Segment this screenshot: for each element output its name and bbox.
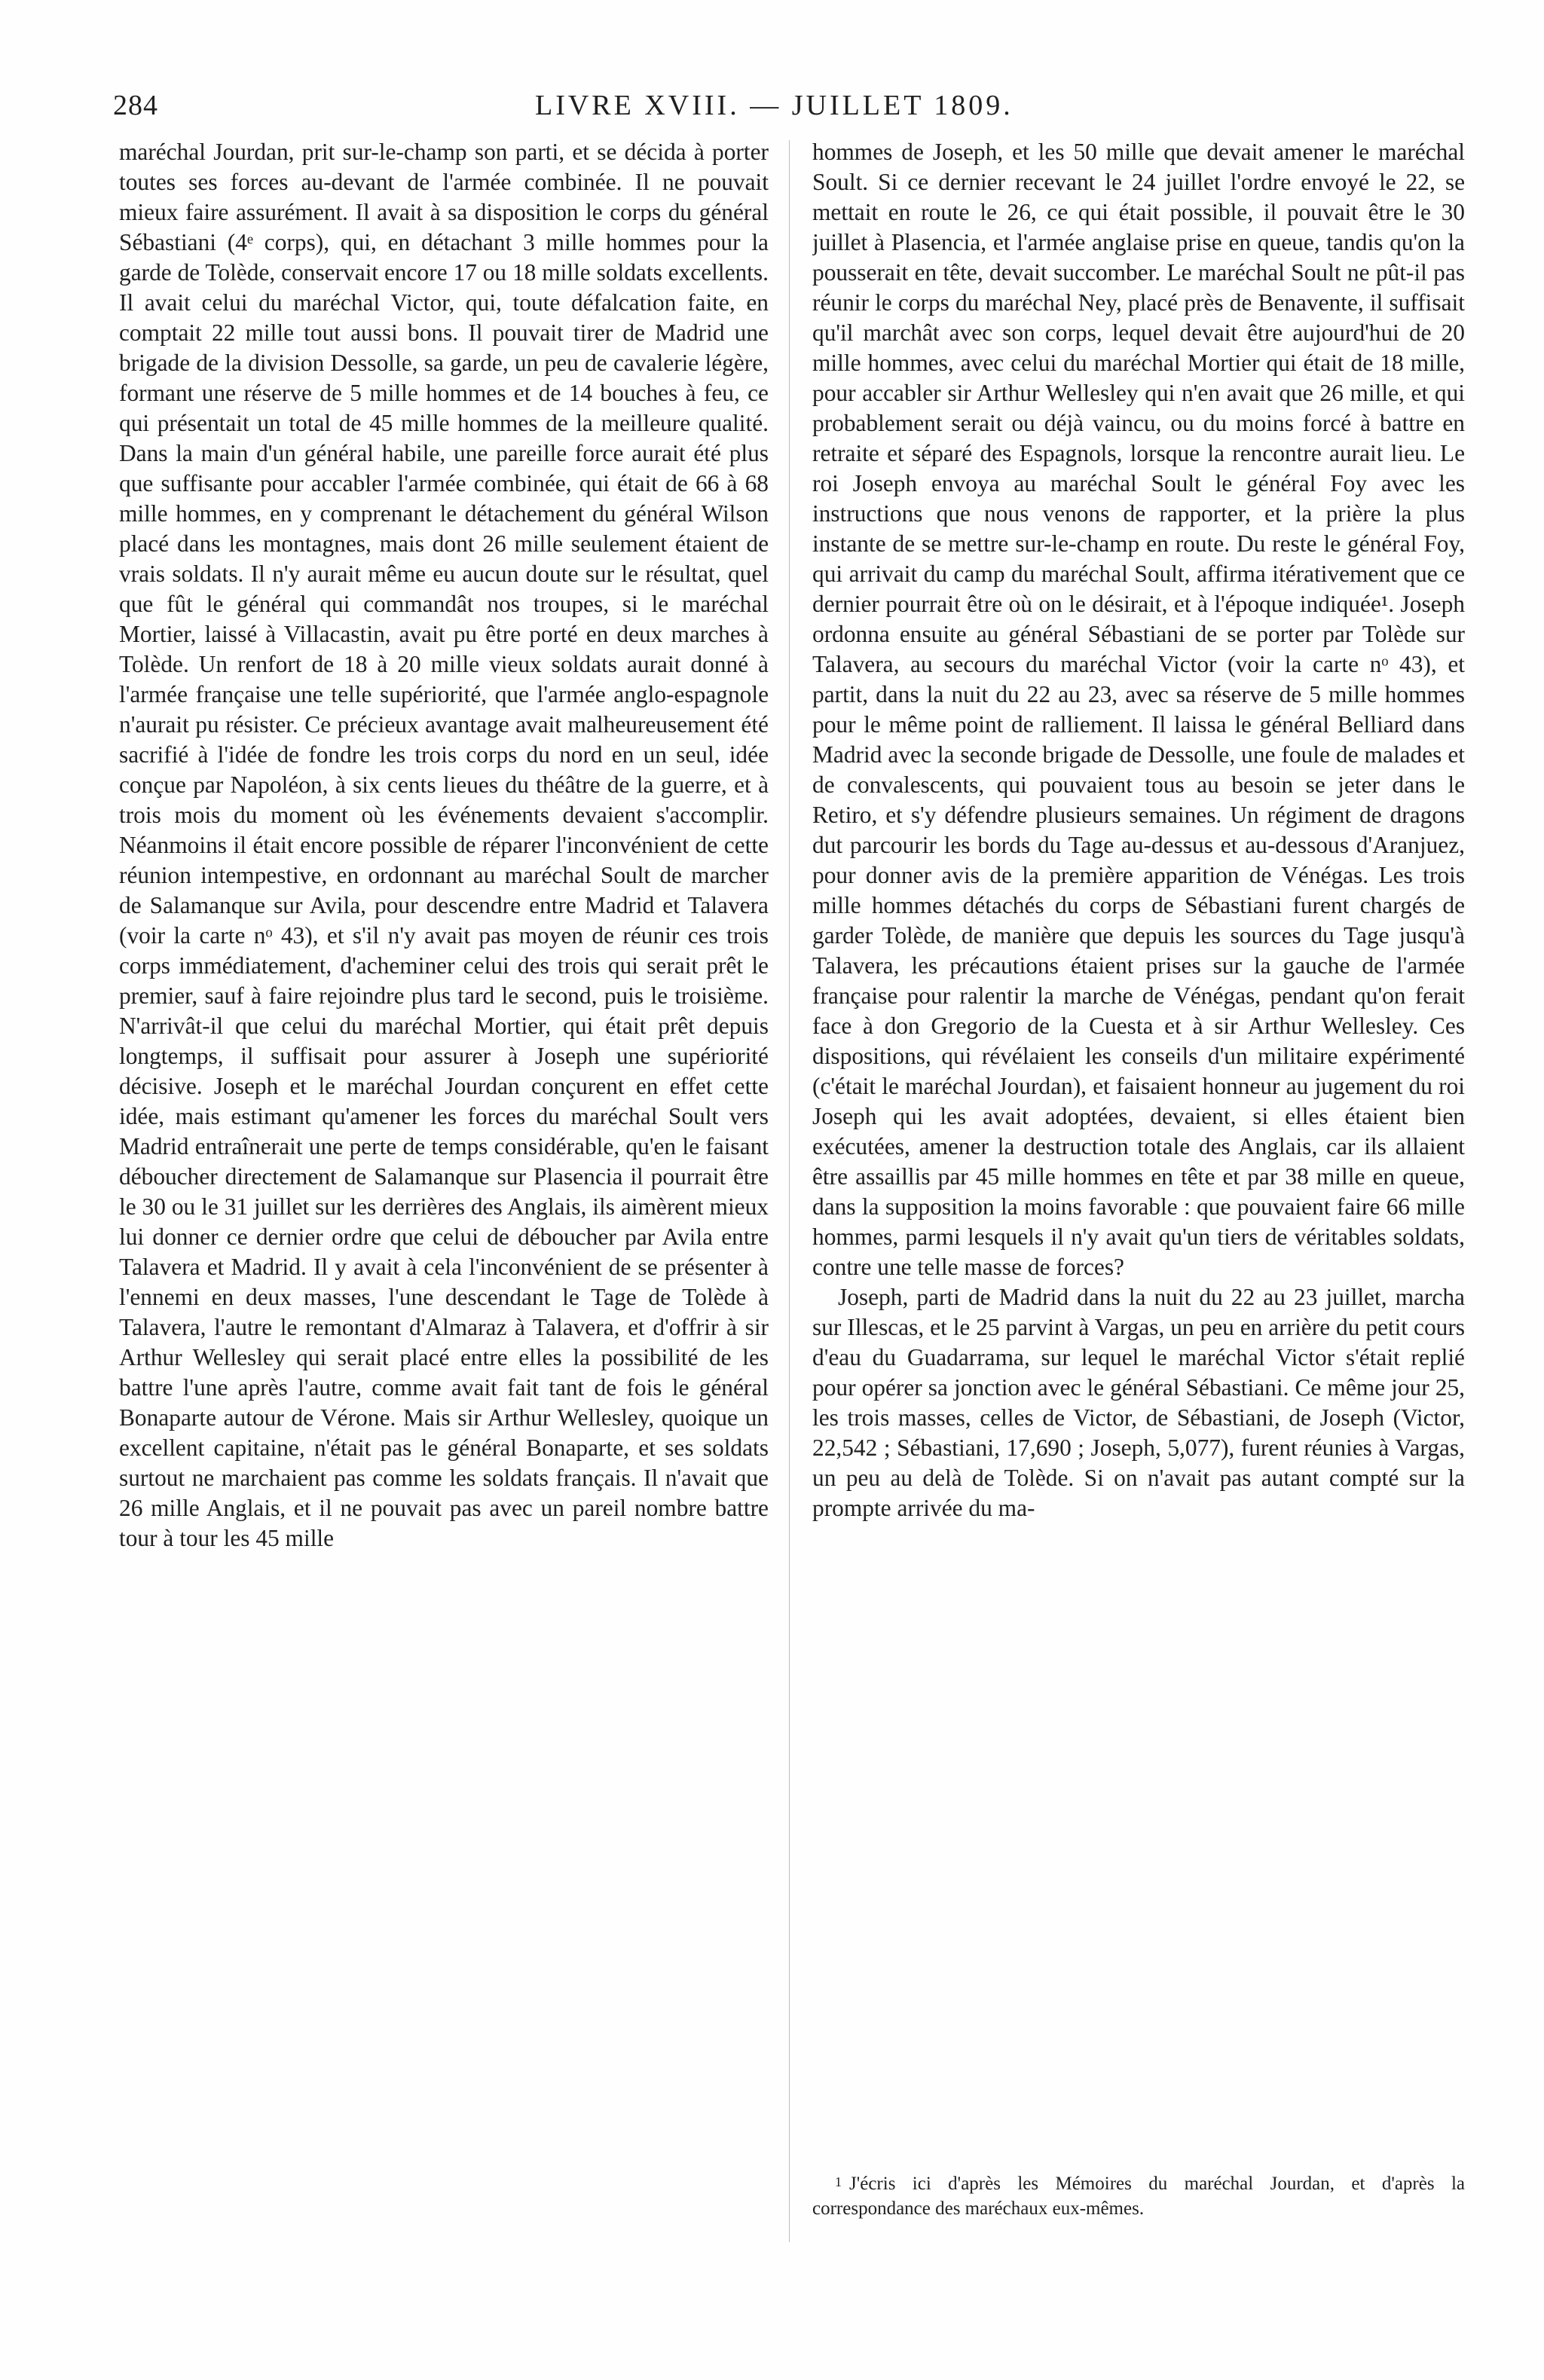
column-divider <box>789 140 790 2242</box>
right-paragraph-1: hommes de Joseph, et les 50 mille que devait amener le maréchal Soult. Si ce dernier recevant le 24 juillet l'ordre envoyé le 22, se mettait en route le 26, ce qui était possible, il pouvait être le 30 juillet à Plasencia, et l'armée anglaise prise en queue, tandis qu'on la pousserait en tête, devait succomber. Le maréchal Soult ne pût-il pas réunir le corps du maréchal Ney, placé près de Benavente, il suffisait qu'il marchât avec son corps, lequel devait être aujourd'hui de 20 mille hommes, avec celui du maréchal Mortier qui était de 18 mille, pour accabler sir Arthur Wellesley qui n'en avait que 26 mille, et qui probablement serait ou déjà vaincu, ou du moins forcé à battre en retraite et séparé des Espagnols, lorsque la rencontre aurait lieu. Le roi Joseph envoya au maréchal Soult le général Foy avec les instructions que nous venons de rapporter, et la prière la plus instante de se mettre sur-le-champ en route. Du reste le général Foy, qui arrivait du camp du maréchal Soult, affirma itérativement que ce dernier pourrait être où on le désirait, et à l'époque indiquée¹. Joseph ordonna ensuite au général Sébastiani de se porter par Tolède sur Talavera, au secours du maréchal Victor (voir la carte nᵒ 43), et partit, dans la nuit du 22 au 23, avec sa réserve de 5 mille hommes pour le même point de ralliement. Il laissa le général Belliard dans Madrid avec la seconde brigade de Dessolle, une foule de malades et de convalescents, qui pouvaient tous au besoin se jeter dans le Retiro, et s'y défendre plusieurs semaines. Un régiment de dragons dut parcourir les bords du Tage au-dessus et au-dessous d'Aranjuez, pour donner avis de la première apparition de Vénégas. Les trois mille hommes détachés du corps de Sébastiani furent chargés de garder Tolède, de manière que depuis les sources du Tage jusqu'à Talavera, les précautions étaient prises sur la gauche de l'armée française pour ralentir la marche de Vénégas, pendant qu'on ferait face à don Gregorio de la Cuesta et à sir Arthur Wellesley. Ces dispositions, qui révélaient les conseils d'un militaire expérimenté (c'était le maréchal Jourdan), et faisaient honneur au jugement du roi Joseph qui les avait adoptées, devaient, si elles étaient bien exécutées, amener la destruction totale des Anglais, car ils allaient être assaillis par 45 mille hommes en tête et par 38 mille en queue, dans la supposition la moins favorable : que pouvaient faire 66 mille hommes, parmi lesquels il n'y avait qu'un tiers de véritables soldats, contre une telle masse de forces? <box>812 139 1465 1280</box>
left-column <box>119 137 769 2254</box>
footnote-number: 1 <box>835 2174 842 2189</box>
running-head <box>113 89 1439 134</box>
right-paragraph-2: Joseph, parti de Madrid dans la nuit du 22 au 23 juillet, marcha sur Illescas, et le 25 parvint à Vargas, un peu en arrière du petit cours d'eau du Guadarrama, sur lequel le maréchal Victor s'était replié pour opérer sa jonction avec le général Sébastiani. Ce même jour 25, les trois masses, celles de Victor, de Sébastiani, de Joseph (Victor, 22,542 ; Sébastiani, 17,690 ; Joseph, 5,077), furent réunies à Vargas, un peu au delà de Tolède. Si on n'avait pas autant compté sur la prompte arrivée du ma- <box>812 1284 1465 1521</box>
right-column <box>812 137 1465 2254</box>
footnote <box>812 2170 1465 2221</box>
footnote-text: J'écris ici d'après les Mémoires du maréchal Jourdan, et d'après la correspondance des maréchaux eux-mêmes. <box>812 2174 1465 2219</box>
left-paragraph-1: maréchal Jourdan, prit sur-le-champ son parti, et se décida à porter toutes ses forces au-devant de l'armée combinée. Il ne pouvait mieux faire assurément. Il avait à sa disposition le corps du général Sébastiani (4ᵉ corps), qui, en détachant 3 mille hommes pour la garde de Tolède, conservait encore 17 ou 18 mille soldats excellents. Il avait celui du maréchal Victor, qui, toute défalcation faite, en comptait 22 mille tout aussi bons. Il pouvait tirer de Madrid une brigade de la division Dessolle, sa garde, un peu de cavalerie légère, formant une réserve de 5 mille hommes et de 14 bouches à feu, ce qui présentait un total de 45 mille hommes de la meilleure qualité. Dans la main d'un général habile, une pareille force aurait été plus que suffisante pour accabler l'armée combinée, qui était de 66 à 68 mille hommes, en y comprenant le détachement du général Wilson placé dans les montagnes, mais dont 26 mille seulement étaient de vrais soldats. Il n'y aurait même eu aucun doute sur le résultat, quel que fût le général qui commandât nos troupes, si le maréchal Mortier, laissé à Villacastin, avait pu être porté en deux marches à Tolède. Un renfort de 18 à 20 mille vieux soldats aurait donné à l'armée française une telle supériorité, que l'armée anglo-espagnole n'aurait pu résister. Ce précieux avantage avait malheureusement été sacrifié à l'idée de fondre les trois corps du nord en un seul, idée conçue par Napoléon, à six cents lieues du théâtre de la guerre, et à trois mois du moment où les événements devaient s'accomplir. Néanmoins il était encore possible de réparer l'inconvénient de cette réunion intempestive, en ordonnant au maréchal Soult de marcher de Salamanque sur Avila, pour descendre entre Madrid et Talavera (voir la carte nᵒ 43), et s'il n'y avait pas moyen de réunir ces trois corps immédiatement, d'acheminer celui des trois qui serait prêt le premier, sauf à faire rejoindre plus tard le second, puis le troisième. N'arrivât-il que celui du maréchal Mortier, qui était prêt depuis longtemps, il suffisait pour assurer à Joseph une supériorité décisive. Joseph et le maréchal Jourdan conçurent en effet cette idée, mais estimant qu'amener les forces du maréchal Soult vers Madrid entraînerait une perte de temps considérable, qu'en le faisant déboucher directement de Salamanque sur Plasencia il pourrait être le 30 ou le 31 juillet sur les derrières des Anglais, ils aimèrent mieux lui donner ce dernier ordre que celui de déboucher par Avila entre Talavera et Madrid. Il y avait à cela l'inconvénient de se présenter à l'ennemi en deux masses, l'une descendant le Tage de Tolède à Talavera, l'autre le remontant d'Almaraz à Talavera, et d'offrir à sir Arthur Wellesley qui serait placé entre elles la possibilité de les battre l'une après l'autre, comme avait fait tant de fois le général Bonaparte autour de Vérone. Mais sir Arthur Wellesley, quoique un excellent capitaine, n'était pas le général Bonaparte, et ses soldats surtout ne marchaient pas comme les soldats français. Il n'avait que 26 mille Anglais, et il ne pouvait pas avec un pareil nombre battre tour à tour les 45 mille <box>119 139 769 1551</box>
chapter-header: LIVRE XVIII. — JUILLET 1809. <box>535 90 1014 121</box>
page-number: 284 <box>113 90 158 121</box>
